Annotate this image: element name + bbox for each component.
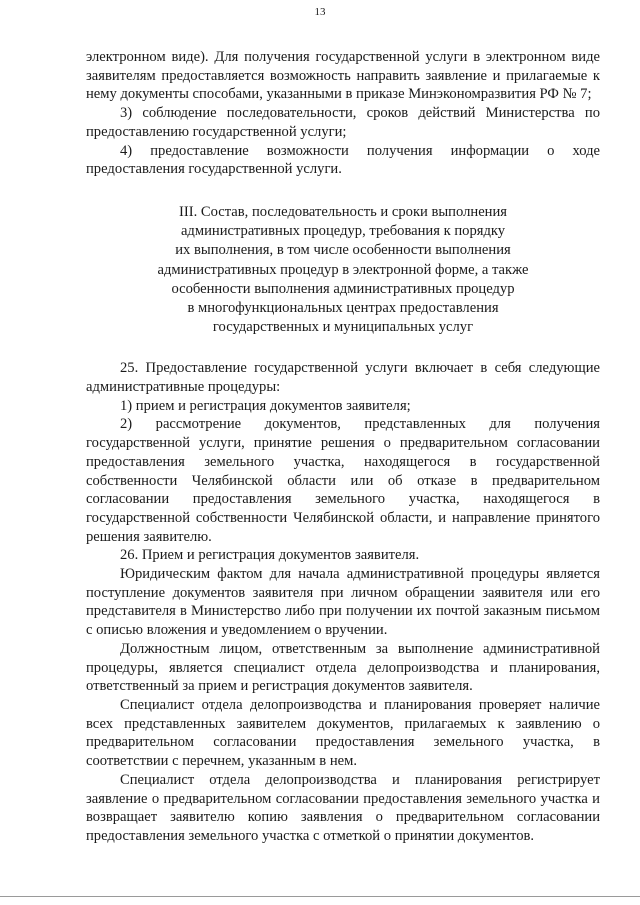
paragraph-procedure-2: 2) рассмотрение документов, представленных для получения государственной услуги, принятие решения о предварительном согласовании предоставления земельного участка, находящегося в государственной собственности Челябинской области или об отказе в предварительном согласовании предоставления земельного участка, находящегося в государственной собственности Челябинской области, и направление принятого решения заявителю. xyxy=(86,416,600,545)
paragraph-item-4: 4) предоставление возможности получения информации о ходе предоставления государственной услуги. xyxy=(86,142,600,178)
paragraph-25: 25. Предоставление государственной услуги включает в себя следующие административные процедуры: xyxy=(86,360,600,396)
section-heading-line: административных процедур, требования к порядку xyxy=(180,223,506,240)
paragraph-26: 26. Прием и регистрация документов заявителя. xyxy=(120,547,420,564)
paragraph-procedure-1: 1) прием и регистрация документов заявителя; xyxy=(120,397,411,414)
paragraph-legal-fact: Юридическим фактом для начала административной процедуры является поступление документов заявителя при личном обращении заявителя или его представителя в Министерство либо при получении их почтой заказным письмом с описью вложения и уведомлением о вручении. xyxy=(86,566,600,639)
page-number: 13 xyxy=(314,6,326,18)
section-heading-line: их выполнения, в том числе особенности выполнения xyxy=(175,242,511,259)
section-heading-line: государственных и муниципальных услуг xyxy=(212,319,474,336)
paragraph-responsible-official: Должностным лицом, ответственным за выполнение административной процедуры, является специалист отдела делопроизводства и планирования, ответственный за прием и регистрация документов заявителя. xyxy=(86,640,600,695)
document-body xyxy=(86,48,600,846)
paragraph-registration: Специалист отдела делопроизводства и планирования регистрирует заявление о предварительном согласовании предоставления земельного участка и возвращает заявителю копию заявления о предварительном согласовании предоставления земельного участка с отметкой о принятии документов. xyxy=(86,771,600,844)
section-heading-line: административных процедур в электронной форме, а также xyxy=(157,261,529,278)
section-heading xyxy=(86,203,600,337)
scan-bottom-edge xyxy=(0,896,640,897)
paragraph-check-documents: Специалист отдела делопроизводства и планирования проверяет наличие всех представленных заявителем документов, прилагаемых к заявлению о предварительном согласовании предоставления земельного участка, в соответствии с перечнем, указанным в нем. xyxy=(86,697,600,770)
paragraph-continuation: электронном виде). Для получения государственной услуги в электронном виде заявителям предоставляется возможность направить заявление и прилагаемые к нему документы способами, указанными в приказе Минэкономразвития РФ № 7; xyxy=(86,49,600,103)
section-heading-line: III. Состав, последовательность и сроки выполнения xyxy=(178,203,508,220)
section-heading-line: в многофункциональных центрах предоставления xyxy=(187,299,499,316)
paragraph-item-3: 3) соблюдение последовательности, сроков действий Министерства по предоставлению государственной услуги; xyxy=(86,105,600,140)
section-heading-line: особенности выполнения административных процедур xyxy=(171,280,515,297)
